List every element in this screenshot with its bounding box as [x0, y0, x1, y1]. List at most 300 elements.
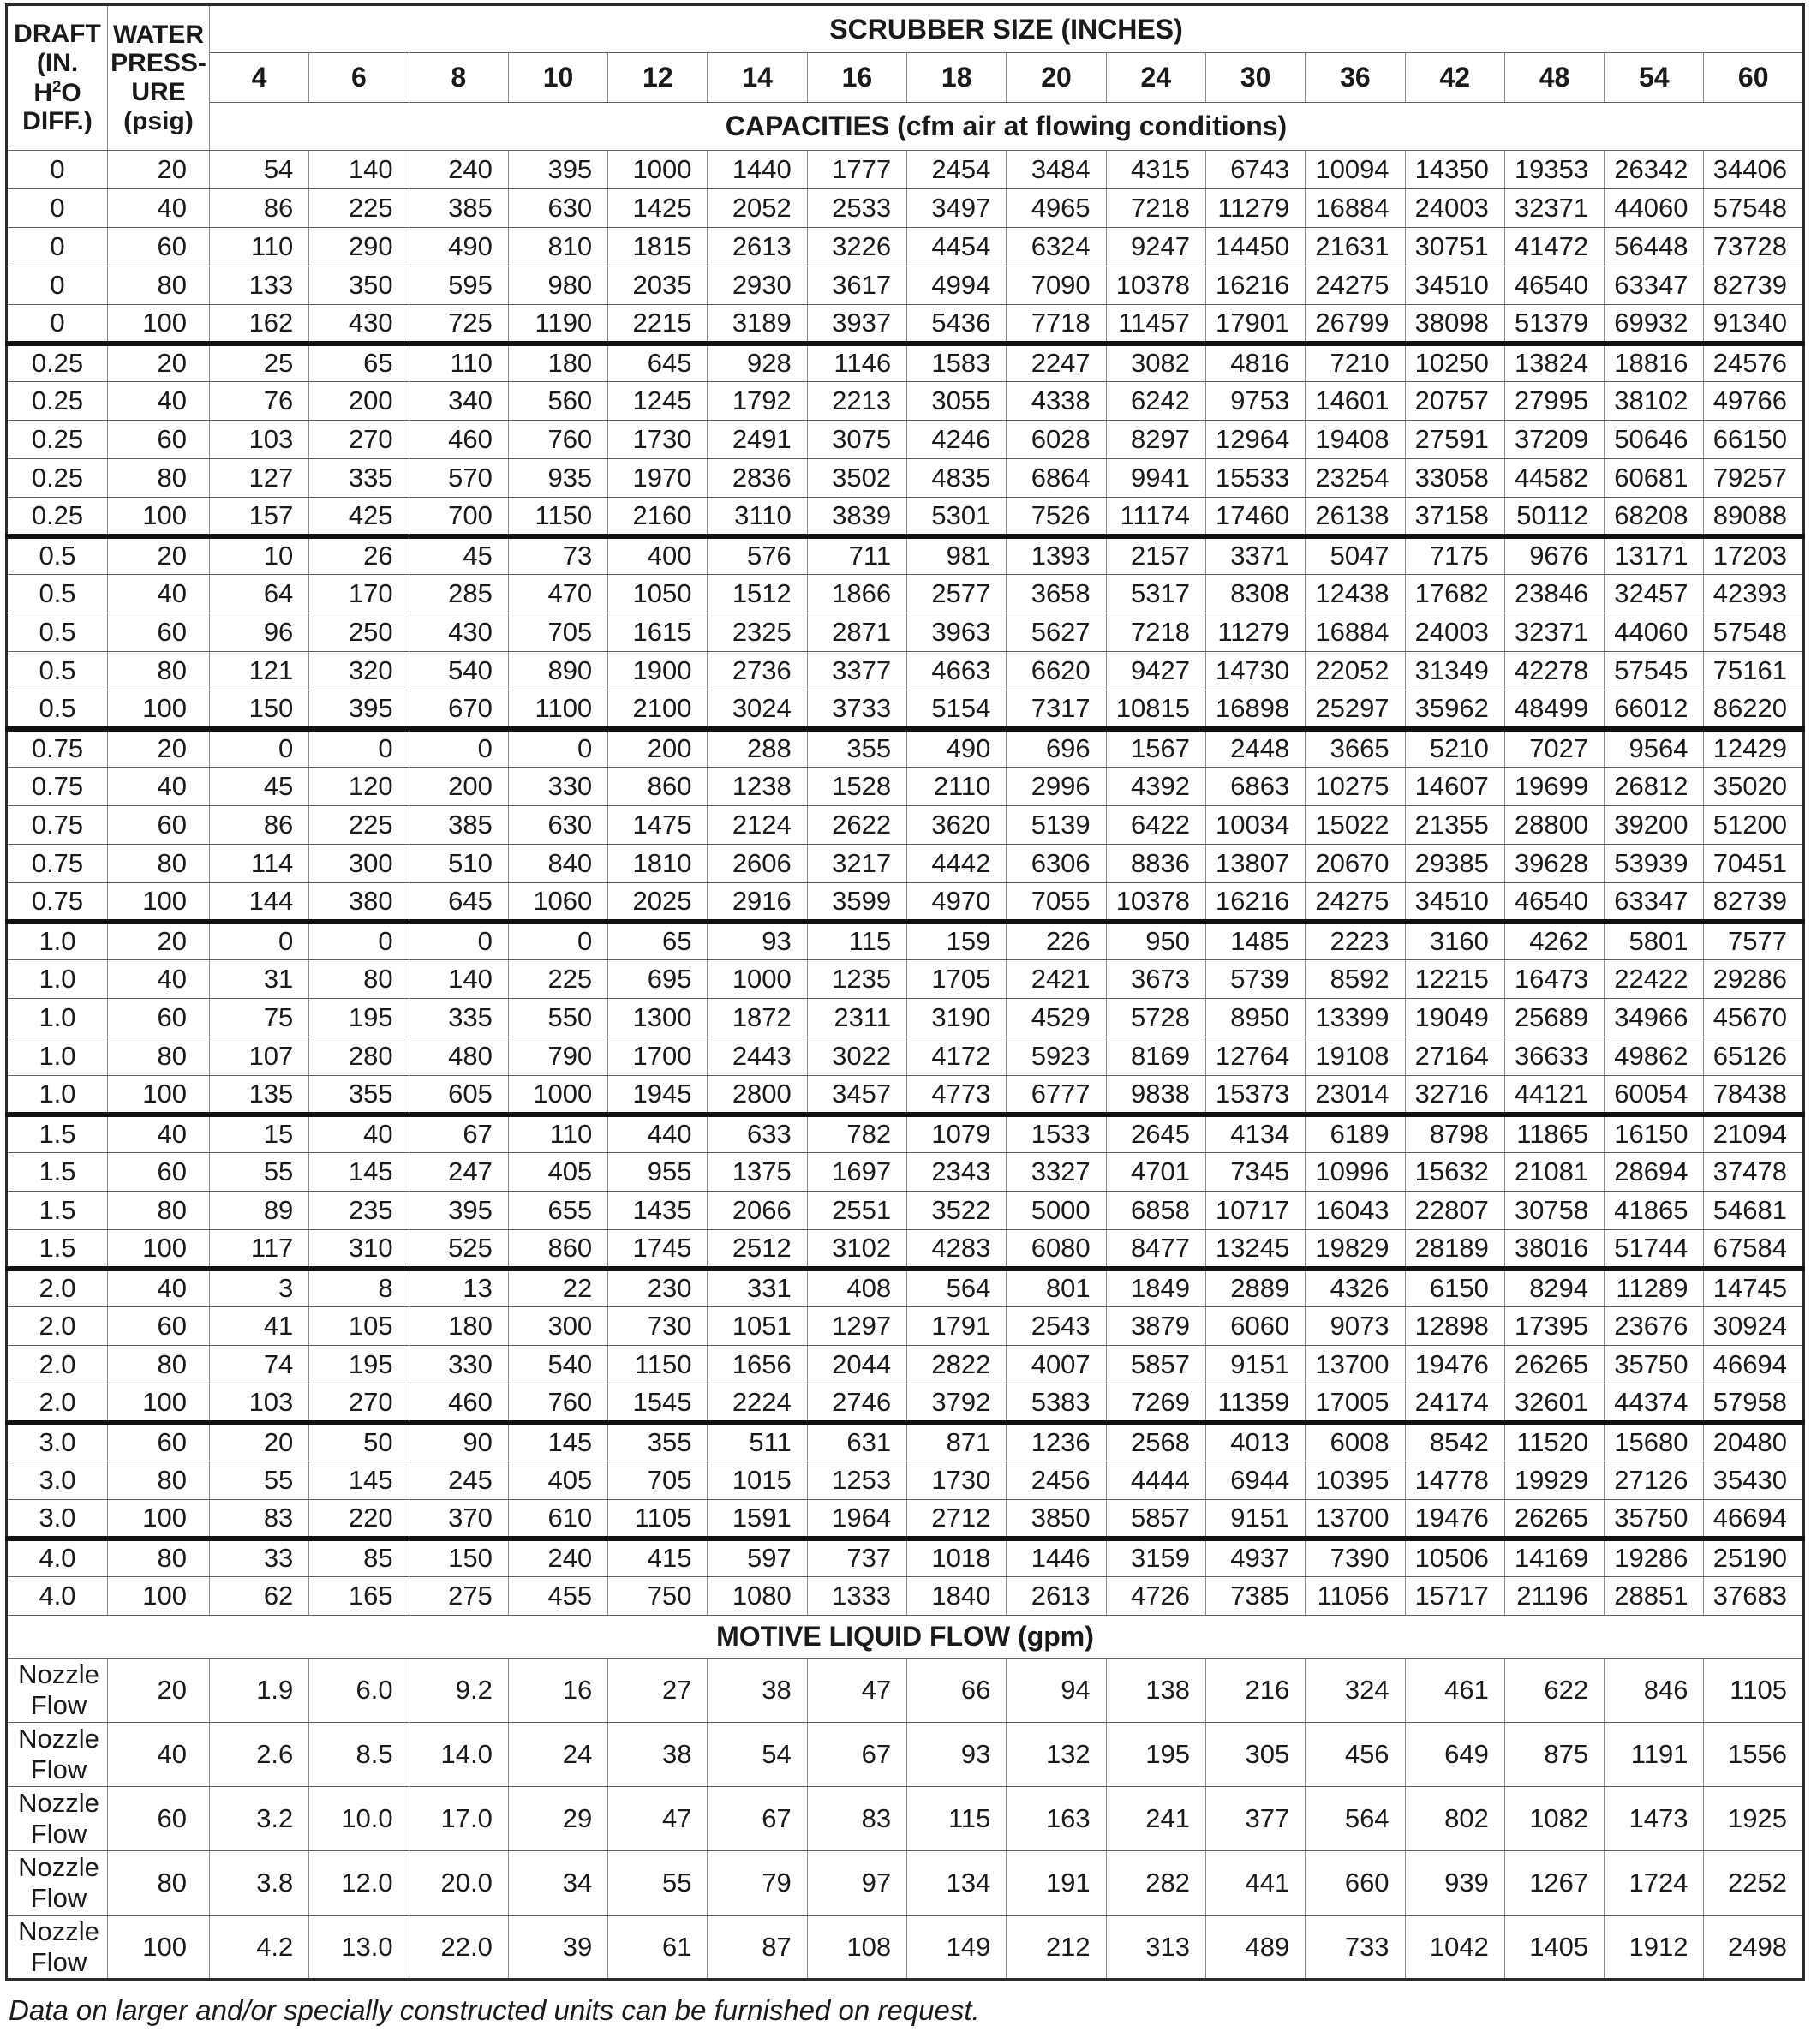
capacity-cell: 76 — [210, 382, 309, 421]
capacity-cell: 1545 — [608, 1384, 708, 1423]
nozzle-flow-cell: 241 — [1106, 1787, 1205, 1851]
capacity-cell: 19286 — [1605, 1539, 1704, 1577]
capacity-cell: 3226 — [807, 228, 906, 266]
capacity-cell: 180 — [409, 1307, 508, 1346]
capacity-cell: 18816 — [1605, 344, 1704, 382]
draft-cell: 0.75 — [7, 729, 108, 768]
size-header-cell: 36 — [1306, 53, 1405, 103]
nozzle-flow-cell: 191 — [1007, 1851, 1106, 1916]
capacity-cell: 21196 — [1504, 1577, 1604, 1616]
capacity-cell: 37478 — [1704, 1153, 1804, 1192]
draft-cell: 0.25 — [7, 344, 108, 382]
size-header-row — [7, 53, 1804, 103]
capacity-cell: 65126 — [1704, 1037, 1804, 1076]
capacity-cell: 7218 — [1106, 613, 1205, 652]
nozzle-flow-cell: 660 — [1306, 1851, 1405, 1916]
capacity-cell: 1840 — [907, 1577, 1007, 1616]
capacity-cell: 29385 — [1405, 845, 1504, 883]
capacity-cell: 4262 — [1504, 922, 1604, 960]
capacity-cell: 1300 — [608, 999, 708, 1037]
capacity-row — [7, 768, 1804, 806]
capacity-cell: 3160 — [1405, 922, 1504, 960]
capacity-cell: 36633 — [1504, 1037, 1604, 1076]
capacity-row — [7, 1037, 1804, 1076]
capacity-cell: 564 — [907, 1269, 1007, 1307]
capacity-cell: 20480 — [1704, 1423, 1804, 1461]
capacity-cell: 26799 — [1306, 305, 1405, 344]
capacity-cell: 0 — [210, 922, 309, 960]
capacity-cell: 560 — [508, 382, 607, 421]
capacity-cell: 1440 — [708, 151, 807, 189]
psig-cell: 20 — [108, 922, 210, 960]
capacity-cell: 38016 — [1504, 1230, 1604, 1269]
capacity-cell: 11279 — [1205, 613, 1305, 652]
capacity-row — [7, 498, 1804, 536]
nozzle-flow-cell: 305 — [1205, 1723, 1305, 1787]
capacity-cell: 5317 — [1106, 575, 1205, 613]
draft-cell: 0 — [7, 228, 108, 266]
capacity-cell: 2343 — [907, 1153, 1007, 1192]
capacity-cell: 14601 — [1306, 382, 1405, 421]
draft-cell: 0 — [7, 266, 108, 305]
nozzle-flow-cell: 94 — [1007, 1659, 1106, 1723]
capacity-cell: 645 — [608, 344, 708, 382]
capacity-cell: 570 — [409, 459, 508, 498]
nozzle-flow-row — [7, 1723, 1804, 1787]
capacity-cell: 490 — [409, 228, 508, 266]
capacity-cell: 935 — [508, 459, 607, 498]
capacity-cell: 165 — [309, 1577, 409, 1616]
capacity-cell: 7210 — [1306, 344, 1405, 382]
capacity-cell: 38102 — [1605, 382, 1704, 421]
capacity-cell: 1018 — [907, 1539, 1007, 1577]
capacity-cell: 8542 — [1405, 1423, 1504, 1461]
capacity-cell: 1866 — [807, 575, 906, 613]
capacity-cell: 11056 — [1306, 1577, 1405, 1616]
capacity-cell: 3937 — [807, 305, 906, 344]
capacity-cell: 3377 — [807, 652, 906, 690]
capacity-cell: 13 — [409, 1269, 508, 1307]
capacity-cell: 3024 — [708, 690, 807, 729]
capacity-cell: 335 — [309, 459, 409, 498]
capacity-cell: 1333 — [807, 1577, 906, 1616]
capacity-cell: 14778 — [1405, 1461, 1504, 1500]
capacity-cell: 66150 — [1704, 421, 1804, 459]
capacity-cell: 4283 — [907, 1230, 1007, 1269]
capacity-cell: 2622 — [807, 806, 906, 845]
capacity-cell: 1100 — [508, 690, 607, 729]
capacity-cell: 27126 — [1605, 1461, 1704, 1500]
capacity-cell: 455 — [508, 1577, 607, 1616]
capacity-cell: 70451 — [1704, 845, 1804, 883]
draft-cell: 2.0 — [7, 1384, 108, 1423]
capacity-cell: 83 — [210, 1500, 309, 1539]
capacity-cell: 15680 — [1605, 1423, 1704, 1461]
nozzle-flow-cell: 34 — [508, 1851, 607, 1916]
capacity-cell: 2325 — [708, 613, 807, 652]
capacity-cell: 705 — [608, 1461, 708, 1500]
capacity-cell: 74 — [210, 1346, 309, 1384]
psig-cell: 40 — [108, 575, 210, 613]
capacity-cell: 66012 — [1605, 690, 1704, 729]
capacity-cell: 26812 — [1605, 768, 1704, 806]
capacity-cell: 4970 — [907, 883, 1007, 922]
capacity-cell: 150 — [409, 1539, 508, 1577]
nozzle-flow-cell: 13.0 — [309, 1916, 409, 1980]
draft-cell: 4.0 — [7, 1539, 108, 1577]
capacity-row — [7, 459, 1804, 498]
capacity-cell: 3022 — [807, 1037, 906, 1076]
capacity-cell: 2157 — [1106, 536, 1205, 575]
capacity-cell: 7218 — [1106, 189, 1205, 228]
capacity-cell: 9073 — [1306, 1307, 1405, 1346]
water-pressure-column-header — [108, 5, 210, 151]
capacity-cell: 34406 — [1704, 151, 1804, 189]
size-header-cell: 60 — [1704, 53, 1804, 103]
capacity-row — [7, 1115, 1804, 1153]
capacity-cell: 31 — [210, 960, 309, 999]
capacity-cell: 13171 — [1605, 536, 1704, 575]
capacity-cell: 50112 — [1504, 498, 1604, 536]
capacity-cell: 12764 — [1205, 1037, 1305, 1076]
capacity-cell: 28694 — [1605, 1153, 1704, 1192]
psig-cell: 80 — [108, 1461, 210, 1500]
capacity-cell: 6864 — [1007, 459, 1106, 498]
capacity-cell: 1235 — [807, 960, 906, 999]
capacity-row — [7, 344, 1804, 382]
capacity-cell: 200 — [409, 768, 508, 806]
nozzle-flow-cell: 1473 — [1605, 1787, 1704, 1851]
capacity-cell: 4007 — [1007, 1346, 1106, 1384]
capacity-cell: 220 — [309, 1500, 409, 1539]
capacity-cell: 13824 — [1504, 344, 1604, 382]
nozzle-flow-cell: 8.5 — [309, 1723, 409, 1787]
capacity-cell: 19408 — [1306, 421, 1405, 459]
capacity-cell: 3665 — [1306, 729, 1405, 768]
capacity-cell: 395 — [309, 690, 409, 729]
capacity-cell: 96 — [210, 613, 309, 652]
draft-cell: 1.0 — [7, 1076, 108, 1115]
nozzle-flow-cell: 324 — [1306, 1659, 1405, 1723]
nozzle-flow-cell: 212 — [1007, 1916, 1106, 1980]
capacity-cell: 22422 — [1605, 960, 1704, 999]
psig-cell: 40 — [108, 1115, 210, 1153]
capacity-cell: 75 — [210, 999, 309, 1037]
capacity-cell: 19699 — [1504, 768, 1604, 806]
capacity-row — [7, 1153, 1804, 1192]
capacity-cell: 9247 — [1106, 228, 1205, 266]
capacity-cell: 4442 — [907, 845, 1007, 883]
capacity-cell: 1190 — [508, 305, 607, 344]
nozzle-flow-cell: 1912 — [1605, 1916, 1704, 1980]
capacity-cell: 385 — [409, 189, 508, 228]
capacity-cell: 7027 — [1504, 729, 1604, 768]
capacity-cell: 1849 — [1106, 1269, 1205, 1307]
capacity-cell: 331 — [708, 1269, 807, 1307]
capacity-cell: 11520 — [1504, 1423, 1604, 1461]
capacity-cell: 696 — [1007, 729, 1106, 768]
nozzle-flow-row — [7, 1787, 1804, 1851]
nozzle-flow-cell: 216 — [1205, 1659, 1305, 1723]
capacity-cell: 27164 — [1405, 1037, 1504, 1076]
capacity-cell: 79257 — [1704, 459, 1804, 498]
capacity-cell: 1705 — [907, 960, 1007, 999]
capacity-cell: 37209 — [1504, 421, 1604, 459]
nozzle-flow-cell: 39 — [508, 1916, 607, 1980]
capacity-cell: 1105 — [608, 1500, 708, 1539]
capacity-cell: 10506 — [1405, 1539, 1504, 1577]
nozzle-flow-cell: 108 — [807, 1916, 906, 1980]
capacity-cell: 11174 — [1106, 498, 1205, 536]
capacity-cell: 44060 — [1605, 189, 1704, 228]
capacity-cell: 4246 — [907, 421, 1007, 459]
nozzle-flow-cell: 79 — [708, 1851, 807, 1916]
capacity-cell: 385 — [409, 806, 508, 845]
draft-cell: 1.0 — [7, 999, 108, 1037]
nozzle-flow-cell: 93 — [907, 1723, 1007, 1787]
capacity-cell: 8169 — [1106, 1037, 1205, 1076]
capacity-cell: 2800 — [708, 1076, 807, 1115]
capacity-cell: 490 — [907, 729, 1007, 768]
capacity-cell: 695 — [608, 960, 708, 999]
capacity-cell: 14745 — [1704, 1269, 1804, 1307]
capacity-cell: 8836 — [1106, 845, 1205, 883]
nozzle-flow-cell: 1267 — [1504, 1851, 1604, 1916]
capacity-cell: 1425 — [608, 189, 708, 228]
draft-cell: 1.5 — [7, 1230, 108, 1269]
psig-cell: 80 — [108, 1851, 210, 1916]
capacity-cell: 240 — [409, 151, 508, 189]
capacity-cell: 9941 — [1106, 459, 1205, 498]
capacity-cell: 871 — [907, 1423, 1007, 1461]
capacity-cell: 46540 — [1504, 883, 1604, 922]
capacity-cell: 1000 — [608, 151, 708, 189]
capacity-cell: 3371 — [1205, 536, 1305, 575]
capacity-cell: 4726 — [1106, 1577, 1205, 1616]
capacity-cell: 7090 — [1007, 266, 1106, 305]
psig-cell: 20 — [108, 729, 210, 768]
capacity-cell: 24003 — [1405, 189, 1504, 228]
capacity-cell: 68208 — [1605, 498, 1704, 536]
capacity-cell: 3792 — [907, 1384, 1007, 1423]
capacity-cell: 49766 — [1704, 382, 1804, 421]
capacity-cell: 14169 — [1504, 1539, 1604, 1577]
nozzle-flow-cell: 4.2 — [210, 1916, 309, 1980]
draft-header-line1: DRAFT — [14, 20, 101, 49]
capacity-cell: 1791 — [907, 1307, 1007, 1346]
capacity-cell: 240 — [508, 1539, 607, 1577]
capacity-cell: 93 — [708, 922, 807, 960]
capacity-cell: 1945 — [608, 1076, 708, 1115]
capacity-cell: 405 — [508, 1153, 607, 1192]
capacity-cell: 3963 — [907, 613, 1007, 652]
capacity-cell: 230 — [608, 1269, 708, 1307]
capacity-cell: 1583 — [907, 344, 1007, 382]
capacity-cell: 25689 — [1504, 999, 1604, 1037]
capacity-cell: 440 — [608, 1115, 708, 1153]
capacity-cell: 3190 — [907, 999, 1007, 1037]
capacity-cell: 2052 — [708, 189, 807, 228]
capacity-cell: 9753 — [1205, 382, 1305, 421]
capacity-cell: 13807 — [1205, 845, 1305, 883]
capacity-cell: 300 — [508, 1307, 607, 1346]
capacity-cell: 10250 — [1405, 344, 1504, 382]
capacity-cell: 810 — [508, 228, 607, 266]
capacity-cell: 26138 — [1306, 498, 1405, 536]
capacity-cell: 2916 — [708, 883, 807, 922]
capacity-cell: 1446 — [1007, 1539, 1106, 1577]
capacity-cell: 114 — [210, 845, 309, 883]
capacity-cell: 3055 — [907, 382, 1007, 421]
capacity-cell: 595 — [409, 266, 508, 305]
capacity-cell: 20670 — [1306, 845, 1405, 883]
psig-cell: 100 — [108, 1500, 210, 1539]
nozzle-flow-cell: 564 — [1306, 1787, 1405, 1851]
capacity-cell: 3075 — [807, 421, 906, 459]
capacity-cell: 17901 — [1205, 305, 1305, 344]
capacity-cell: 6743 — [1205, 151, 1305, 189]
capacity-row — [7, 652, 1804, 690]
capacity-cell: 4392 — [1106, 768, 1205, 806]
capacity-cell: 1146 — [807, 344, 906, 382]
nozzle-flow-cell: 3.2 — [210, 1787, 309, 1851]
capacity-cell: 405 — [508, 1461, 607, 1500]
capacity-cell: 144 — [210, 883, 309, 922]
capacity-cell: 350 — [309, 266, 409, 305]
capacity-cell: 9151 — [1205, 1346, 1305, 1384]
capacity-cell: 8294 — [1504, 1269, 1604, 1307]
capacity-cell: 35962 — [1405, 690, 1504, 729]
capacity-cell: 9838 — [1106, 1076, 1205, 1115]
capacity-cell: 630 — [508, 189, 607, 228]
psig-cell: 20 — [108, 536, 210, 575]
capacity-cell: 140 — [409, 960, 508, 999]
nozzle-flow-cell: 1925 — [1704, 1787, 1804, 1851]
size-header-cell: 8 — [409, 53, 508, 103]
capacity-cell: 2512 — [708, 1230, 807, 1269]
draft-cell: 4.0 — [7, 1577, 108, 1616]
capacity-cell: 760 — [508, 421, 607, 459]
capacity-cell: 10395 — [1306, 1461, 1405, 1500]
size-header-cell: 16 — [807, 53, 906, 103]
nozzle-flow-cell: 939 — [1405, 1851, 1504, 1916]
capacity-cell: 6858 — [1106, 1192, 1205, 1230]
capacity-cell: 50 — [309, 1423, 409, 1461]
capacity-cell: 14607 — [1405, 768, 1504, 806]
capacity-cell: 950 — [1106, 922, 1205, 960]
nozzle-flow-cell: 47 — [807, 1659, 906, 1723]
capacity-cell: 12429 — [1704, 729, 1804, 768]
psig-cell: 40 — [108, 1723, 210, 1787]
capacity-cell: 460 — [409, 421, 508, 459]
capacity-row — [7, 1461, 1804, 1500]
capacity-cell: 1512 — [708, 575, 807, 613]
draft-cell: 3.0 — [7, 1500, 108, 1539]
capacity-cell: 3457 — [807, 1076, 906, 1115]
capacity-cell: 11457 — [1106, 305, 1205, 344]
capacity-row — [7, 1346, 1804, 1384]
capacity-cell: 200 — [608, 729, 708, 768]
capacity-cell: 65 — [608, 922, 708, 960]
water-header-line3: URE — [131, 78, 186, 106]
capacity-cell: 1051 — [708, 1307, 807, 1346]
capacity-cell: 14730 — [1205, 652, 1305, 690]
nozzle-flow-cell: 622 — [1504, 1659, 1604, 1723]
size-header-cell: 42 — [1405, 53, 1504, 103]
capacity-cell: 120 — [309, 768, 409, 806]
capacity-cell: 430 — [309, 305, 409, 344]
capacity-cell: 2160 — [608, 498, 708, 536]
capacity-cell: 44121 — [1504, 1076, 1604, 1115]
capacity-cell: 17005 — [1306, 1384, 1405, 1423]
capacity-cell: 3110 — [708, 498, 807, 536]
capacity-cell: 103 — [210, 1384, 309, 1423]
capacity-cell: 2224 — [708, 1384, 807, 1423]
capacity-cell: 32457 — [1605, 575, 1704, 613]
capacity-cell: 0 — [508, 729, 607, 768]
draft-cell: 0.25 — [7, 459, 108, 498]
capacity-cell: 41865 — [1605, 1192, 1704, 1230]
capacity-cell: 1777 — [807, 151, 906, 189]
capacity-cell: 6306 — [1007, 845, 1106, 883]
capacity-cell: 2645 — [1106, 1115, 1205, 1153]
size-header-cell: 54 — [1605, 53, 1704, 103]
capacity-cell: 12438 — [1306, 575, 1405, 613]
capacity-cell: 60681 — [1605, 459, 1704, 498]
capacity-cell: 5739 — [1205, 960, 1305, 999]
capacity-cell: 4937 — [1205, 1539, 1305, 1577]
capacity-cell: 6777 — [1007, 1076, 1106, 1115]
capacity-cell: 41 — [210, 1307, 309, 1346]
capacity-cell: 1528 — [807, 768, 906, 806]
nozzle-flow-cell: 1105 — [1704, 1659, 1804, 1723]
capacity-cell: 19108 — [1306, 1037, 1405, 1076]
capacity-cell: 1485 — [1205, 922, 1305, 960]
capacity-cell: 23254 — [1306, 459, 1405, 498]
capacity-cell: 670 — [409, 690, 508, 729]
capacity-row — [7, 845, 1804, 883]
capacity-cell: 45670 — [1704, 999, 1804, 1037]
capacity-cell: 115 — [807, 922, 906, 960]
capacity-cell: 3673 — [1106, 960, 1205, 999]
capacity-cell: 2996 — [1007, 768, 1106, 806]
capacity-cell: 1815 — [608, 228, 708, 266]
capacity-row — [7, 305, 1804, 344]
capacity-cell: 6944 — [1205, 1461, 1305, 1500]
capacity-row — [7, 806, 1804, 845]
draft-header-line2: (IN. — [36, 48, 79, 77]
capacity-row — [7, 1423, 1804, 1461]
nozzle-flow-cell: 846 — [1605, 1659, 1704, 1723]
capacity-cell: 7390 — [1306, 1539, 1405, 1577]
capacity-cell: 3850 — [1007, 1500, 1106, 1539]
capacity-cell: 105 — [309, 1307, 409, 1346]
capacity-cell: 355 — [807, 729, 906, 768]
capacity-cell: 28800 — [1504, 806, 1604, 845]
capacity-cell: 330 — [508, 768, 607, 806]
capacity-cell: 1591 — [708, 1500, 807, 1539]
capacity-cell: 15632 — [1405, 1153, 1504, 1192]
capacity-cell: 3658 — [1007, 575, 1106, 613]
capacity-cell: 4134 — [1205, 1115, 1305, 1153]
capacity-cell: 33 — [210, 1539, 309, 1577]
capacity-cell: 89088 — [1704, 498, 1804, 536]
capacity-cell: 5210 — [1405, 729, 1504, 768]
draft-cell: 0.75 — [7, 806, 108, 845]
capacity-cell: 103 — [210, 421, 309, 459]
capacity-cell: 3497 — [907, 189, 1007, 228]
capacity-cell: 6189 — [1306, 1115, 1405, 1153]
